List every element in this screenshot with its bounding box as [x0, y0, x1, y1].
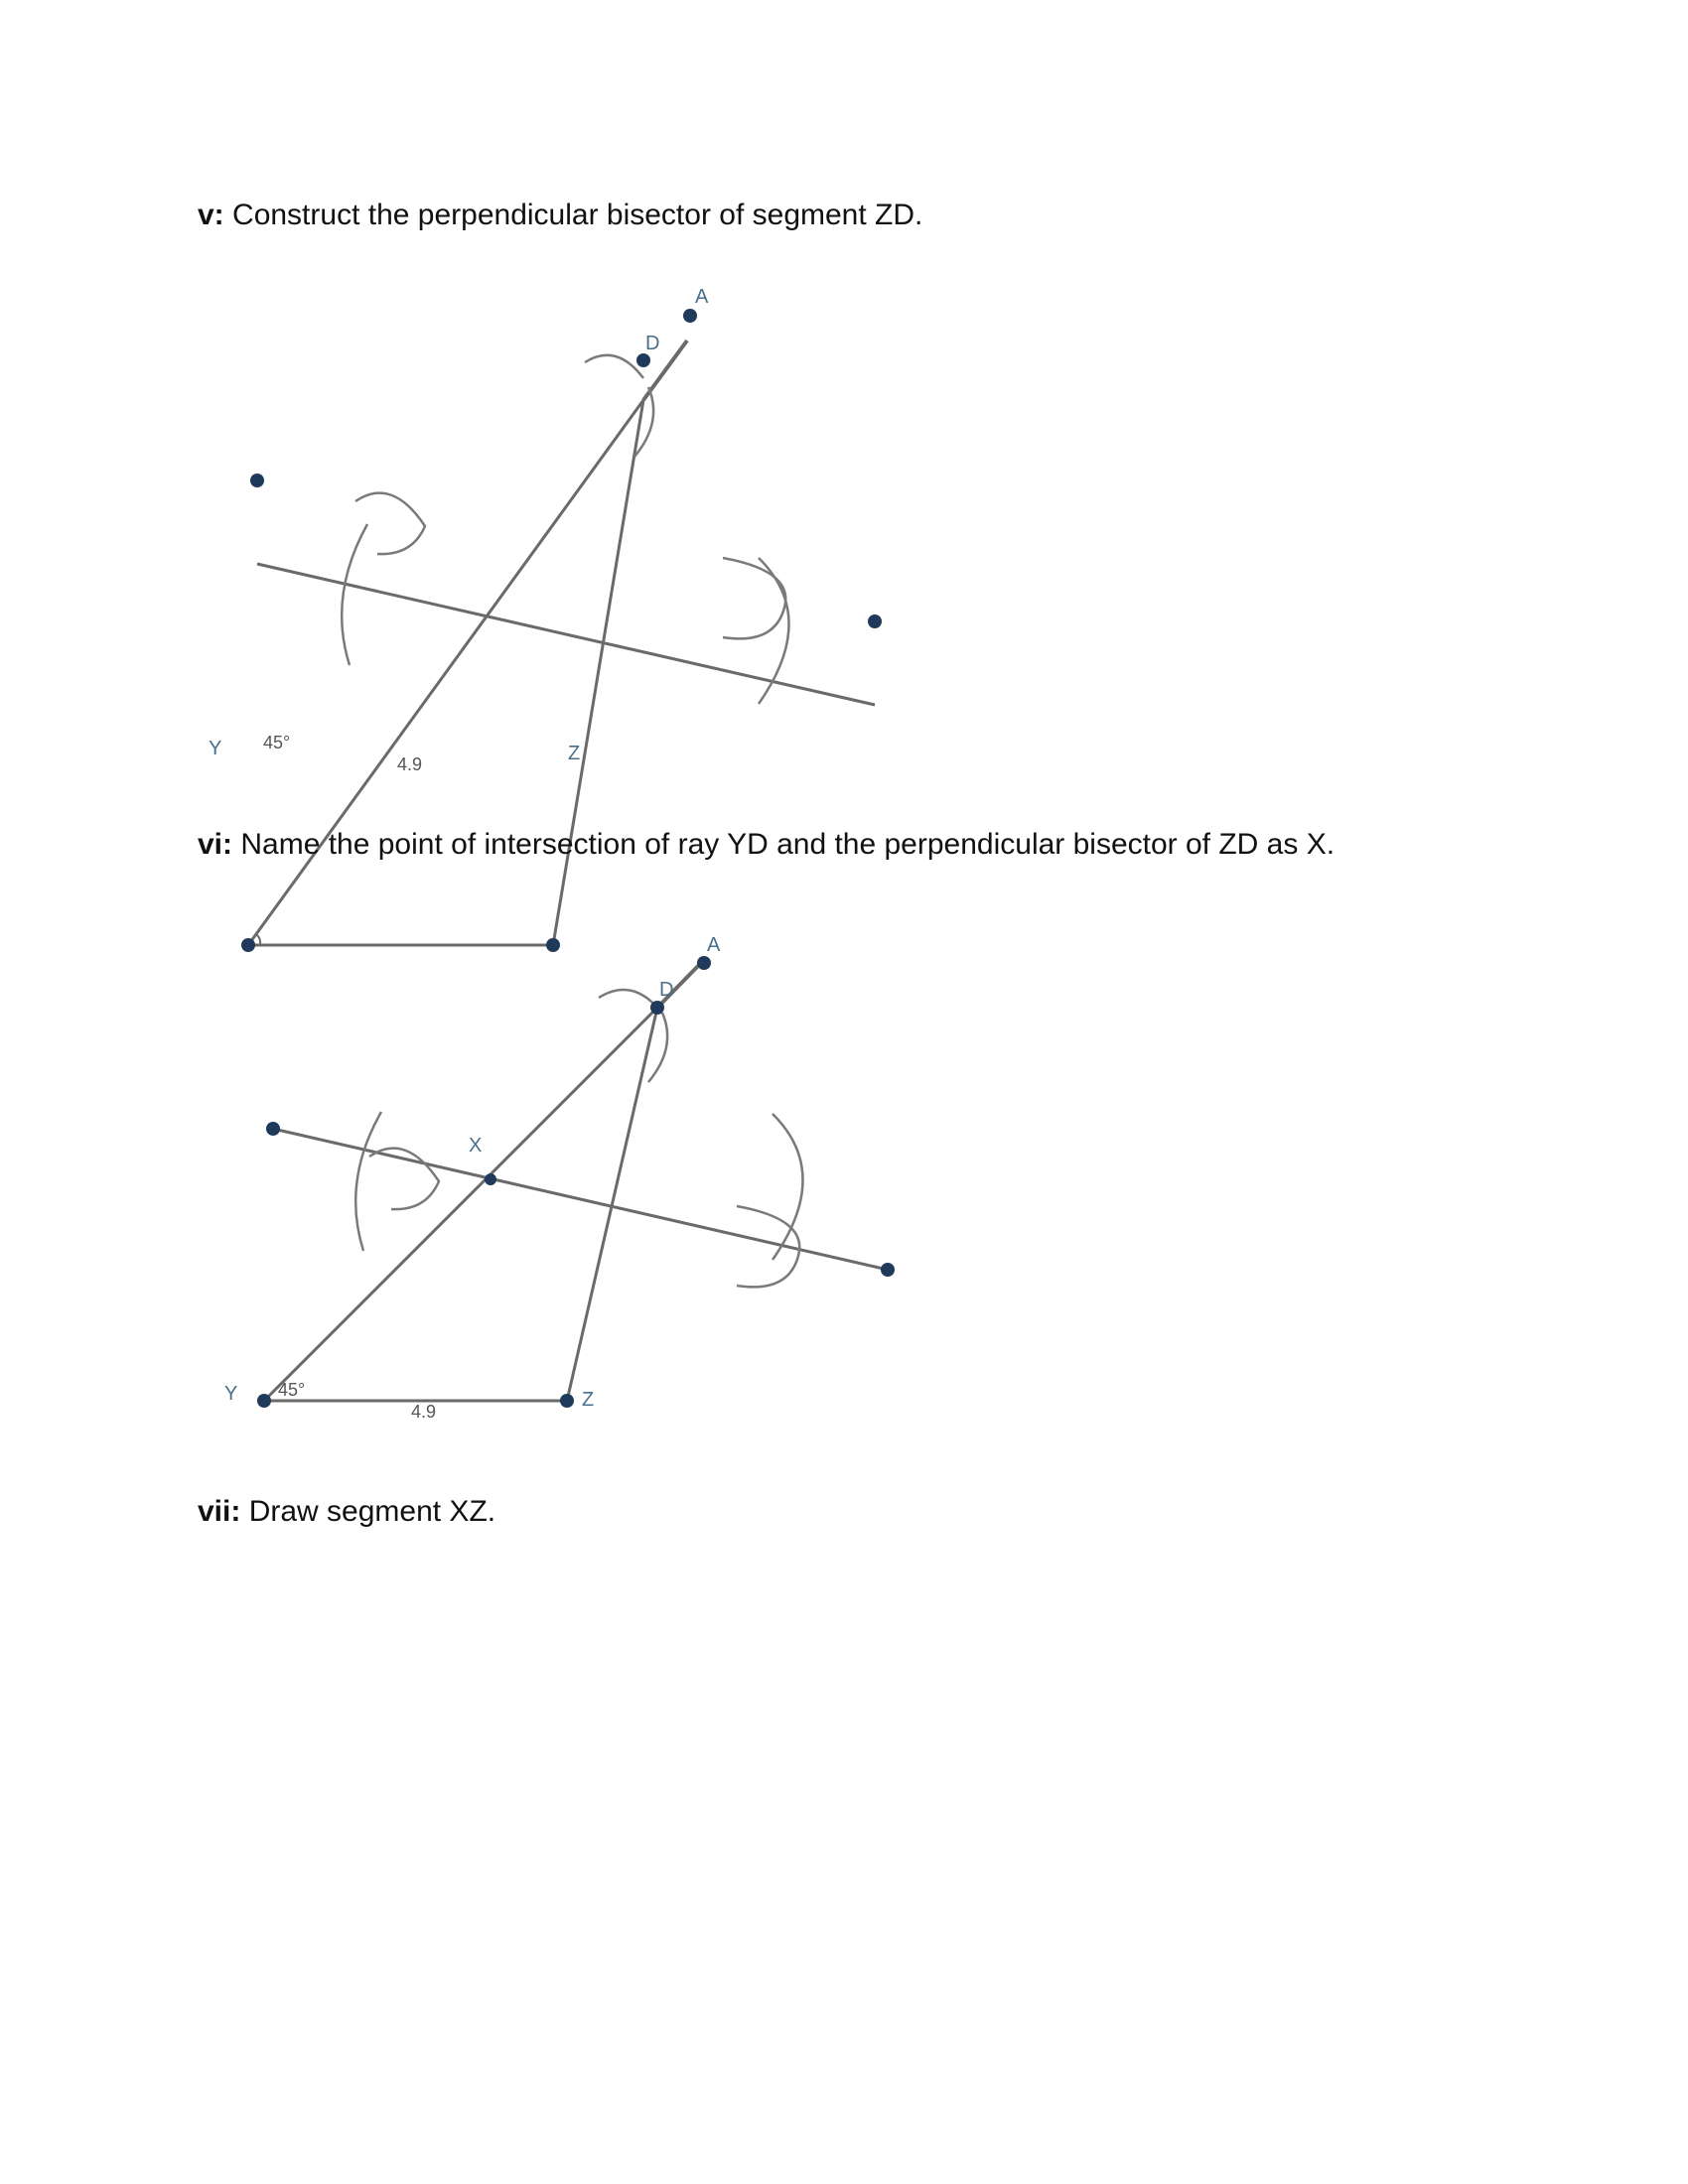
label-A: A	[695, 286, 709, 308]
step-number: vi:	[198, 828, 233, 861]
bisector-endpoint	[266, 1122, 280, 1136]
step-vii-instruction	[198, 1495, 495, 1529]
point-Y	[257, 1394, 271, 1408]
point-Z	[560, 1394, 574, 1408]
point-D	[650, 1001, 664, 1015]
segment-ZD	[567, 1008, 657, 1401]
point-X	[485, 1173, 496, 1185]
point-A	[697, 956, 711, 970]
label-D: D	[645, 333, 660, 354]
angle-measure: 45°	[263, 733, 291, 752]
label-Z: Z	[568, 743, 581, 764]
compass-arc	[648, 1013, 667, 1082]
label-Y: Y	[209, 738, 222, 759]
step-number: vii:	[198, 1495, 241, 1528]
angle-measure: 45°	[278, 1380, 306, 1400]
length-measure: 4.9	[411, 1402, 437, 1422]
bisector-endpoint	[881, 1263, 895, 1277]
label-D: D	[659, 979, 674, 1001]
step-text: Construct the perpendicular bisector of segment ZD.	[223, 199, 923, 231]
construction-figure-2	[224, 934, 895, 1422]
label-Z: Z	[582, 1389, 595, 1411]
step-text: Draw segment XZ.	[240, 1495, 496, 1528]
label-X: X	[469, 1135, 483, 1157]
compass-arc	[355, 1112, 381, 1251]
compass-arc	[599, 990, 657, 1008]
length-measure: 4.9	[397, 754, 423, 774]
label-Y: Y	[224, 1383, 238, 1405]
step-number: v:	[198, 199, 224, 231]
label-A: A	[707, 934, 721, 956]
step-text: Name the point of intersection of ray YD and the perpendicular bisector of ZD as X.	[232, 828, 1336, 861]
